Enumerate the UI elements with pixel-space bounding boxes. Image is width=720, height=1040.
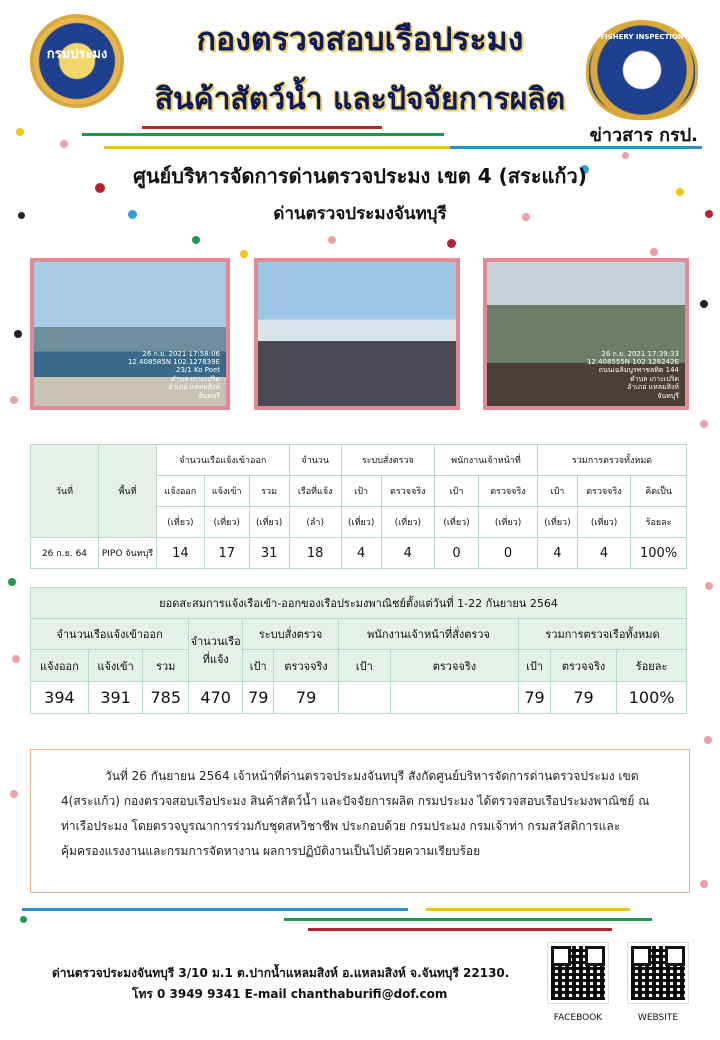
row-area: PIPO จันทบุรี	[99, 538, 157, 569]
page-title-line2: สินค้าสัตว์น้ำ และปัจจัยการผลิต	[154, 82, 566, 117]
row-boats: 18	[289, 538, 341, 569]
row-percent: 100%	[631, 538, 687, 569]
unit-trip: (เที่ยว)	[204, 507, 249, 538]
photo-inspection-officers	[254, 258, 460, 410]
group-notify-header: จำนวนเรือแจ้งเข้าออก	[157, 445, 290, 476]
unit-trip: (เที่ยว)	[537, 507, 577, 538]
cum-group-boats-header: จำนวนเรือที่แจ้ง	[189, 619, 243, 682]
divider-blue-bottom	[22, 908, 408, 911]
footer-contact: โทร 0 3949 9341 E-mail chanthaburifi@dof.com	[132, 987, 448, 1001]
cum-row-total-target: 79	[519, 682, 551, 714]
row-total-actual: 4	[577, 538, 630, 569]
sub-out-header: แจ้งออก	[157, 476, 205, 507]
cumulative-inspection-table	[30, 587, 687, 714]
photo-fishing-boats	[30, 258, 230, 410]
row-out: 14	[157, 538, 205, 569]
cum-group-notify-header: จำนวนเรือแจ้งเข้าออก	[31, 619, 189, 650]
checkpoint-title: ด่านตรวจประมงจันทบุรี	[273, 204, 447, 224]
facebook-qr-code[interactable]	[548, 943, 608, 1003]
page-title-line1: กองตรวจสอบเรือประมง	[196, 20, 524, 58]
unit-boat: (ลำ)	[289, 507, 341, 538]
row-staff-actual: 0	[479, 538, 538, 569]
cumulative-table-title: ยอดสะสมการแจ้งเรือเข้า-ออกของเรือประมงพาณิชย์ตั้งแต่วันที่ 1-22 กันยายน 2564	[31, 588, 687, 619]
divider-red-bottom	[308, 928, 612, 931]
unit-trip: (เที่ยว)	[479, 507, 538, 538]
sub-sum-header: รวม	[249, 476, 289, 507]
center-title: ศูนย์บริหารจัดการด่านตรวจประมง เขต 4 (สระแก้ว)	[133, 164, 587, 188]
daily-inspection-table	[30, 444, 687, 569]
cum-group-total-header: รวมการตรวจเรือทั้งหมด	[519, 619, 687, 650]
sub-percent-header: คิดเป็น	[631, 476, 687, 507]
table-row	[31, 682, 687, 714]
cum-sub-in-header: แจ้งเข้า	[88, 650, 142, 682]
unit-trip: (เที่ยว)	[577, 507, 630, 538]
sub-boats-header: เรือที่แจ้ง	[289, 476, 341, 507]
cum-row-percent: 100%	[617, 682, 687, 714]
cum-row-total-actual: 79	[550, 682, 616, 714]
sub-total-target-header: เป้า	[537, 476, 577, 507]
cum-sub-staff-target-header: เป้า	[338, 650, 390, 682]
website-qr-code[interactable]	[628, 943, 688, 1003]
cum-row-order-actual: 79	[274, 682, 339, 714]
row-in: 17	[204, 538, 249, 569]
summary-paragraph: วันที่ 26 กันยายน 2564 เจ้าหน้าที่ด่านตรวจประมงจันทบุรี สังกัดศูนย์บริหารจัดการด่านตรวจประมง เขต 4(สระแก้ว) กองตรวจสอบเรือประมง สินค้าสัตว์น้ำ และปัจจัยการผลิต กรมประมง ได้ตรวจสอบเรือประมงพาณิชย์ ณ ท่าเรือประมง โดยตรวจบูรณาการร่วมกับชุดสหวิชาชีพ ประกอบด้วย กรมประมง กรมเจ้าท่า กรมสวัสดิการและคุ้มครองแรงงานและกรมการจัดหางาน ผลการปฏิบัติงานเป็นไปด้วยความเรียบร้อย	[61, 769, 650, 858]
cum-row-order-target: 79	[243, 682, 274, 714]
facebook-qr-label: FACEBOOK	[553, 1013, 603, 1023]
unit-trip: (เที่ยว)	[434, 507, 478, 538]
divider-green-bottom	[284, 918, 652, 921]
cum-sub-out-header: แจ้งออก	[31, 650, 89, 682]
cum-row-staff-target	[338, 682, 390, 714]
sub-order-actual-header: ตรวจจริง	[381, 476, 434, 507]
sub-staff-actual-header: ตรวจจริง	[479, 476, 538, 507]
sub-order-target-header: เป้า	[341, 476, 381, 507]
website-qr-label: WEBSITE	[637, 1013, 679, 1023]
news-label: ข่าวสาร กรป.	[589, 125, 698, 146]
unit-trip: (เที่ยว)	[381, 507, 434, 538]
cum-sub-order-actual-header: ตรวจจริง	[274, 650, 339, 682]
row-order-actual: 4	[381, 538, 434, 569]
cum-sub-order-target-header: เป้า	[243, 650, 274, 682]
unit-trip: (เที่ยว)	[249, 507, 289, 538]
table-row	[31, 538, 687, 569]
col-date-header: วันที่	[31, 445, 99, 538]
divider-yellow-bottom	[426, 908, 630, 911]
summary-text-box	[30, 749, 690, 893]
footer-address: ด่านตรวจประมงจันทบุรี 3/10 ม.1 ต.ปากน้ำแหลมสิงห์ อ.แหลมสิงห์ จ.จันทบุรี 22130.	[52, 966, 510, 980]
group-staff-header: พนักงานเจ้าหน้าที่	[434, 445, 537, 476]
cum-row-staff-actual	[390, 682, 518, 714]
cum-sub-staff-actual-header: ตรวจจริง	[390, 650, 518, 682]
cum-sub-total-target-header: เป้า	[519, 650, 551, 682]
row-date: 26 ก.ย. 64	[31, 538, 99, 569]
group-order-header: ระบบสั่งตรวจ	[341, 445, 434, 476]
row-total-target: 4	[537, 538, 577, 569]
group-total-header: รวมการตรวจทั้งหมด	[537, 445, 686, 476]
sub-staff-target-header: เป้า	[434, 476, 478, 507]
photo-fishing-net	[483, 258, 689, 410]
cum-group-staff-header: พนักงานเจ้าหน้าที่สั่งตรวจ	[338, 619, 518, 650]
col-area-header: พื้นที่	[99, 445, 157, 538]
cum-row-in: 391	[88, 682, 142, 714]
cum-sub-total-actual-header: ตรวจจริง	[550, 650, 616, 682]
sub-in-header: แจ้งเข้า	[204, 476, 249, 507]
cum-row-boats: 470	[189, 682, 243, 714]
divider-green-top	[82, 133, 444, 136]
logo-right-text: FISHERY INSPECTION	[600, 33, 684, 41]
unit-trip: (เที่ยว)	[157, 507, 205, 538]
row-order-target: 4	[341, 538, 381, 569]
cum-sub-sum-header: รวม	[143, 650, 189, 682]
row-staff-target: 0	[434, 538, 478, 569]
cum-row-sum: 785	[143, 682, 189, 714]
unit-percent: ร้อยละ	[631, 507, 687, 538]
cum-sub-percent-header: ร้อยละ	[617, 650, 687, 682]
logo-left-text: กรมประมง	[46, 47, 108, 62]
divider-red-top	[142, 126, 382, 129]
photo-1-stamp: 26 ก.ย. 2021 17:58:06 12.408585N 102.127839E 23/1 Ko Poet ตำบล เกาะเปริด อำเภอ แหลมสิงห์ จันทบุรี	[127, 349, 220, 400]
cum-row-out: 394	[31, 682, 89, 714]
photo-3-stamp: 26 ก.ย. 2021 17:39:33 12.408555N 102.128242E ถนนเฉลิมบูรพาชลทิต 144 ตำบล เกาะเปริด อำเภอ แหลมสิงห์ จันทบุรี	[586, 349, 679, 400]
unit-trip: (เที่ยว)	[341, 507, 381, 538]
group-count-header: จำนวน	[289, 445, 341, 476]
sub-total-actual-header: ตรวจจริง	[577, 476, 630, 507]
cum-group-order-header: ระบบสั่งตรวจ	[243, 619, 339, 650]
row-sum: 31	[249, 538, 289, 569]
